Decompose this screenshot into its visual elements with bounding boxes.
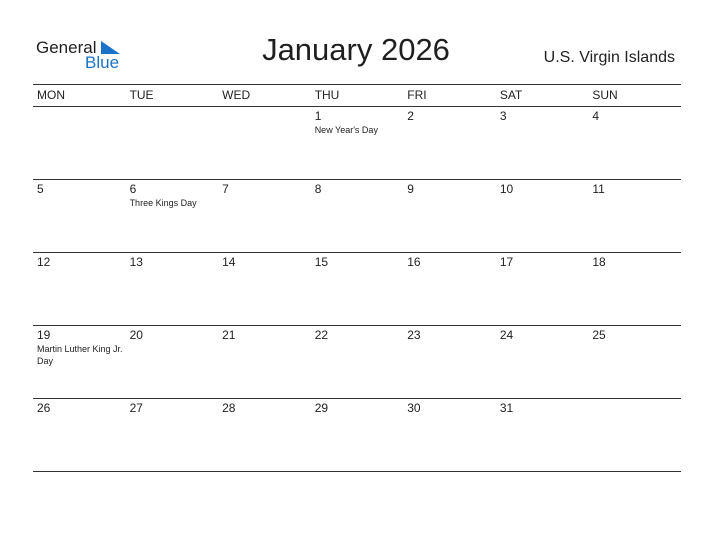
day-cell — [496, 253, 589, 325]
day-cell — [33, 180, 126, 252]
day-number: 30 — [407, 401, 421, 415]
day-number: 31 — [499, 401, 514, 415]
day-cell — [33, 326, 126, 398]
day-number: 16 — [407, 255, 421, 269]
day-number: 20 — [129, 328, 143, 342]
logo-text-blue: Blue — [85, 53, 120, 72]
holiday-label: Martin Luther King Jr. Day — [37, 344, 123, 366]
day-number: 4 — [592, 109, 600, 123]
day-cell — [588, 399, 681, 471]
day-cell — [588, 107, 681, 179]
week-row — [33, 253, 681, 326]
holiday-label: New Year's Day — [314, 125, 378, 135]
weekday-header: WED — [222, 88, 251, 102]
day-cell — [126, 399, 219, 471]
day-number: 19 — [37, 328, 51, 342]
day-cell — [311, 399, 404, 471]
day-cell — [403, 326, 496, 398]
weekday-header-row — [33, 84, 681, 107]
day-number: 23 — [407, 328, 421, 342]
day-number: 11 — [592, 182, 605, 196]
day-cell — [218, 326, 311, 398]
day-number: 13 — [129, 255, 143, 269]
day-number: 1 — [314, 109, 322, 123]
week-row — [33, 180, 681, 253]
day-cell — [126, 253, 219, 325]
weekday-header: THU — [314, 88, 340, 102]
day-number: 14 — [222, 255, 236, 269]
weekday-header: MON — [37, 88, 65, 102]
day-cell — [496, 107, 589, 179]
day-number: 10 — [499, 182, 514, 196]
day-number: 22 — [314, 328, 329, 342]
day-cell — [218, 253, 311, 325]
day-number: 17 — [499, 255, 514, 269]
holiday-label: Three Kings Day — [129, 198, 197, 208]
day-number: 26 — [37, 401, 51, 415]
weekday-header: SAT — [499, 88, 523, 102]
day-cell — [33, 253, 126, 325]
day-number: 25 — [592, 328, 606, 342]
day-cell — [311, 107, 404, 179]
week-row — [33, 107, 681, 180]
weekday-header: FRI — [407, 88, 427, 102]
day-number: 3 — [499, 109, 507, 123]
day-cell — [218, 107, 311, 179]
day-number: 12 — [37, 255, 51, 269]
day-cell — [588, 326, 681, 398]
weekday-header: SUN — [592, 88, 618, 102]
day-number: 18 — [592, 255, 606, 269]
week-row — [33, 326, 681, 399]
logo-text-general: General — [36, 38, 97, 57]
day-cell — [218, 180, 311, 252]
day-cell — [33, 107, 126, 179]
calendar-title: January 2026 — [262, 32, 450, 67]
day-number: 28 — [222, 401, 236, 415]
day-number: 2 — [407, 109, 414, 123]
day-cell — [126, 107, 219, 179]
day-cell — [588, 180, 681, 252]
day-number: 24 — [499, 328, 514, 342]
day-cell — [311, 326, 404, 398]
day-number: 29 — [314, 401, 329, 415]
day-number: 9 — [407, 182, 414, 196]
weeks-container — [33, 107, 681, 472]
day-cell — [403, 180, 496, 252]
day-cell — [496, 326, 589, 398]
day-number: 21 — [222, 328, 236, 342]
day-number: 5 — [37, 182, 44, 196]
region-label: U.S. Virgin Islands — [543, 49, 675, 66]
day-number: 6 — [129, 182, 137, 196]
day-number: 8 — [314, 182, 322, 196]
day-number: 7 — [222, 182, 229, 196]
day-cell — [311, 253, 404, 325]
day-cell — [403, 107, 496, 179]
weekday-header: TUE — [129, 88, 154, 102]
day-cell — [403, 399, 496, 471]
day-cell — [126, 180, 219, 252]
day-cell — [496, 180, 589, 252]
day-cell — [218, 399, 311, 471]
day-cell — [311, 180, 404, 252]
day-cell — [403, 253, 496, 325]
week-row — [33, 399, 681, 472]
day-number: 27 — [129, 401, 143, 415]
day-cell — [588, 253, 681, 325]
day-cell — [496, 399, 589, 471]
day-number: 15 — [314, 255, 329, 269]
day-cell — [33, 399, 126, 471]
calendar-grid — [33, 84, 681, 472]
day-cell — [126, 326, 219, 398]
